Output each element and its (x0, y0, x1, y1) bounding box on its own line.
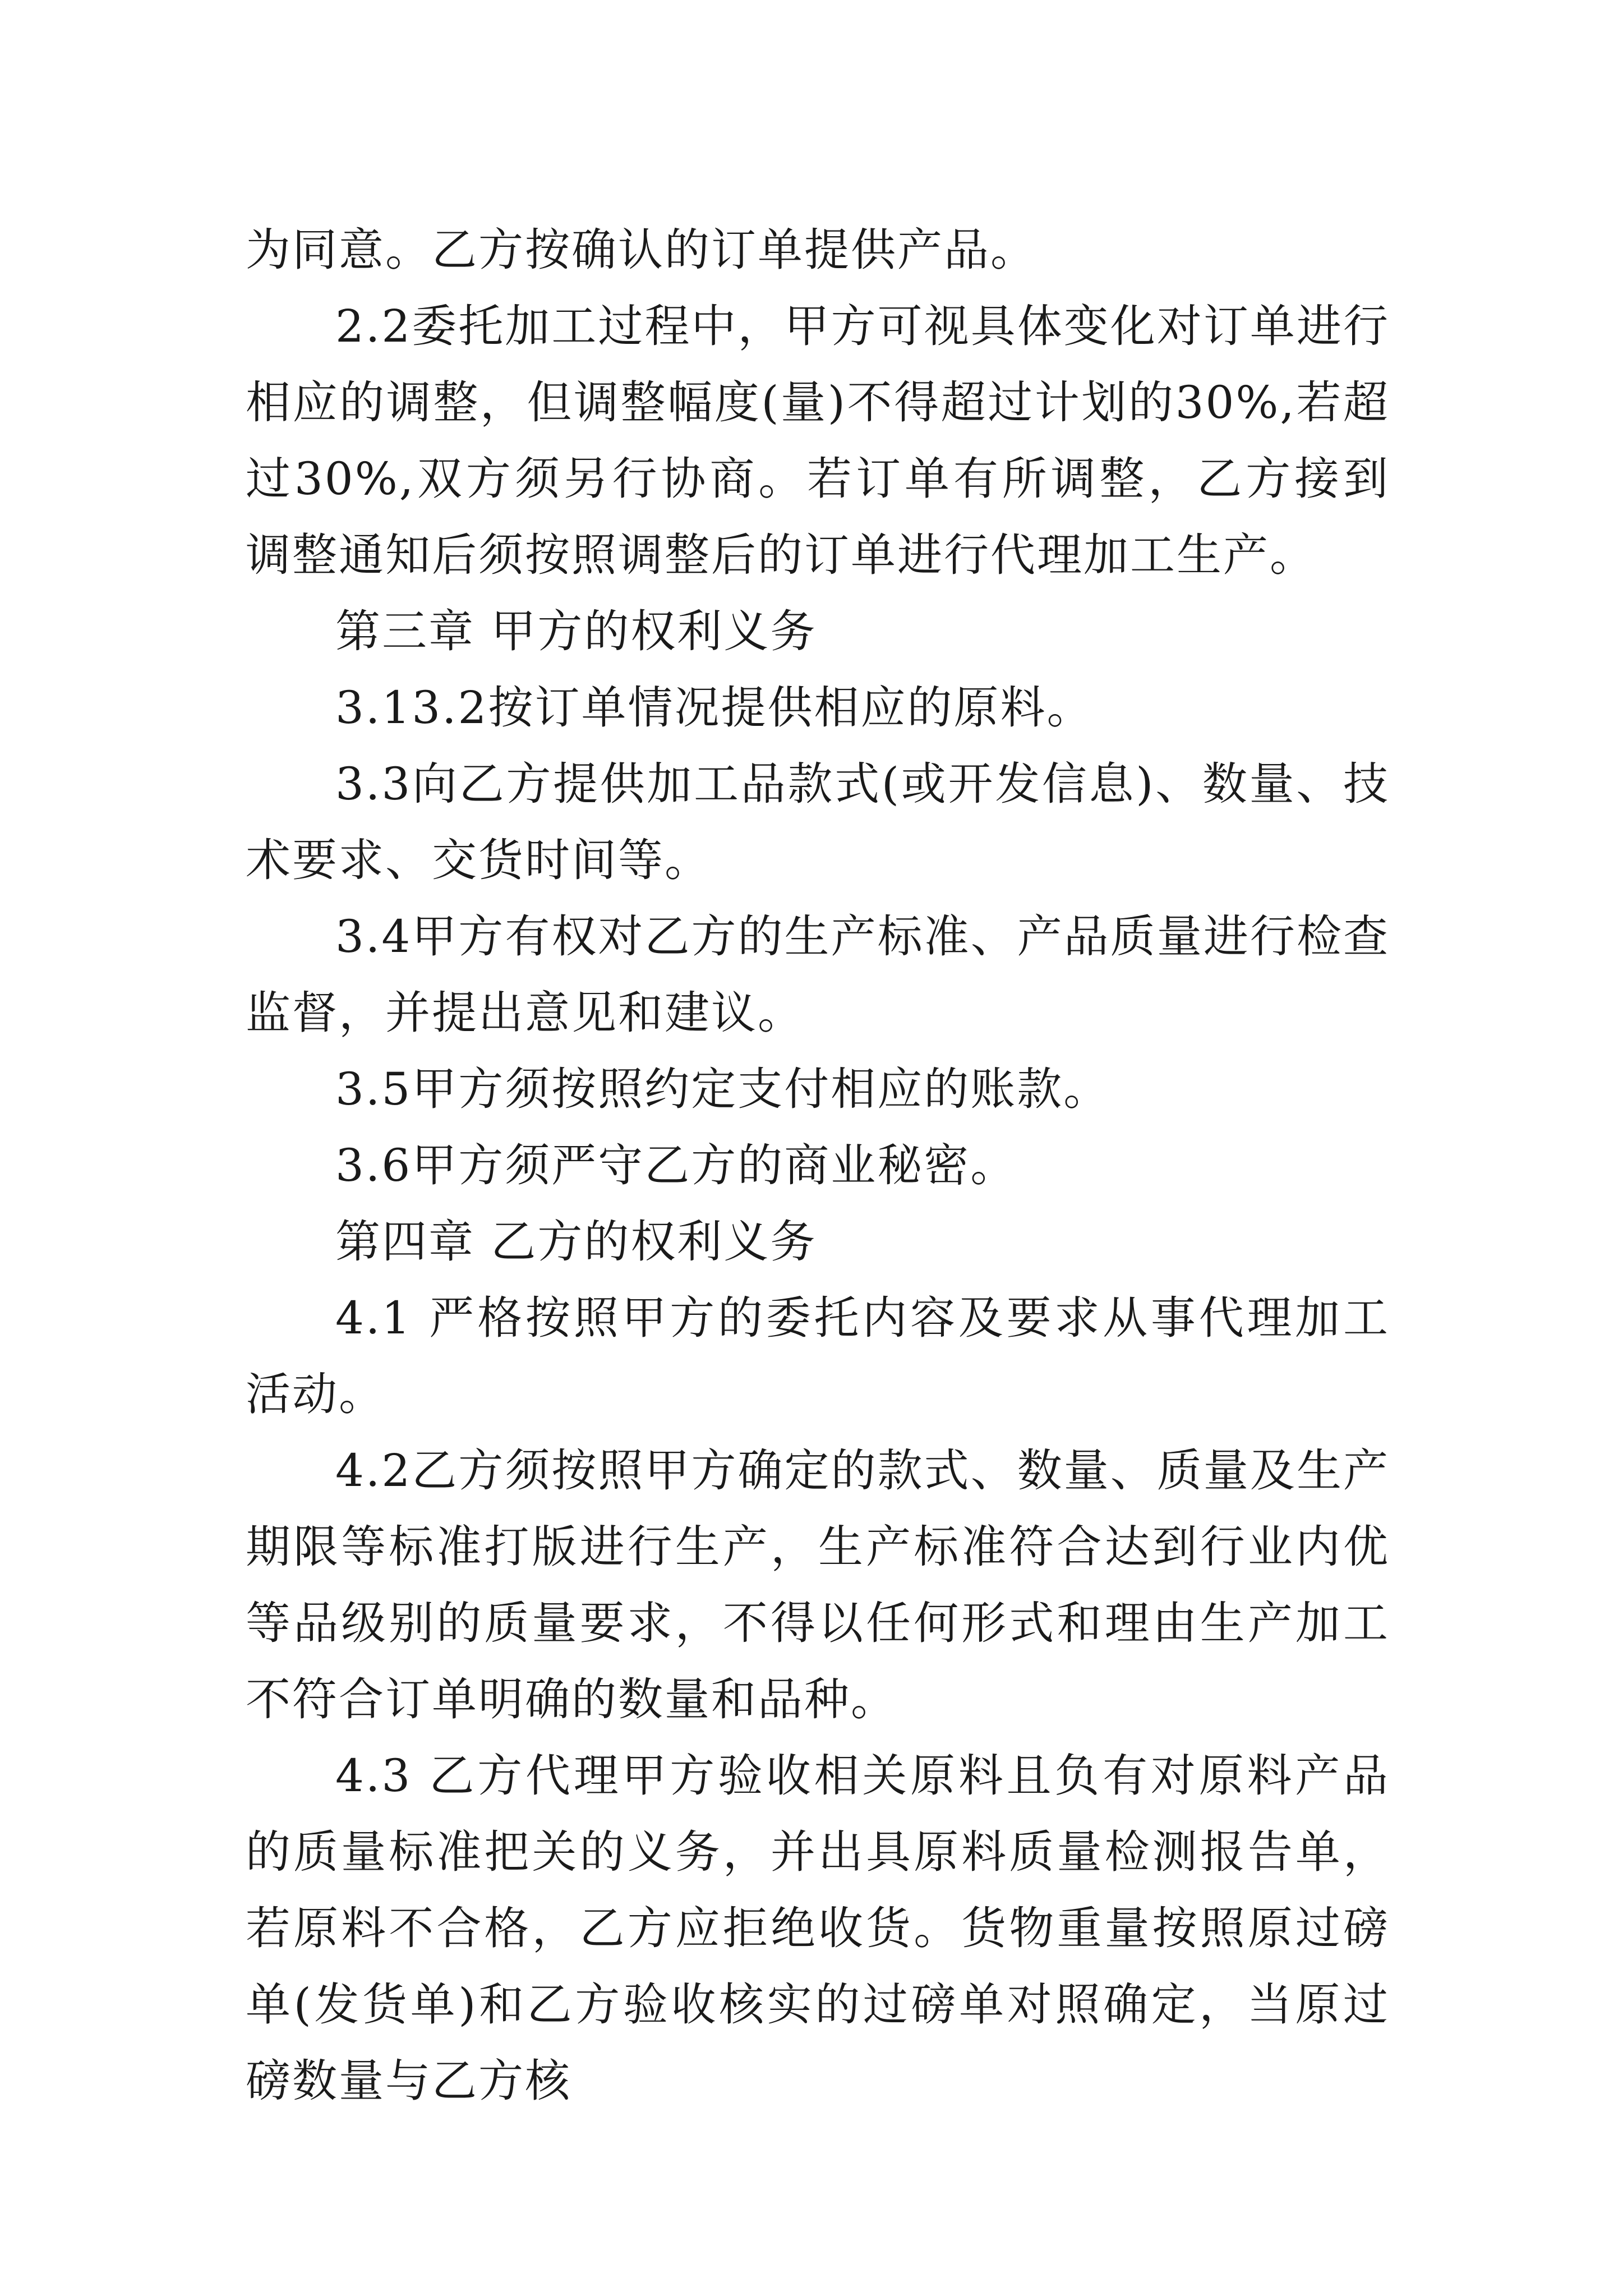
paragraph: 2.2委托加工过程中，甲方可视具体变化对订单进行相应的调整，但调整幅度(量)不得超过计划的30%,若超过30%,双方须另行协商。若订单有所调整，乙方接到调整通知后须按照调整后的订单进行代理加工生产。 (246, 300, 1390, 581)
paragraph: 3.13.2按订单情况提供相应的原料。 (335, 682, 1094, 734)
paragraph: 3.5甲方须按照约定支付相应的账款。 (335, 1063, 1110, 1115)
document-body (246, 212, 1390, 2119)
paragraph: 4.1 严格按照甲方的委托内容及要求从事代理加工活动。 (246, 1292, 1390, 1420)
chapter-heading: 第四章 乙方的权利义务 (335, 1216, 817, 1268)
chapter-heading: 第三章 甲方的权利义务 (335, 605, 817, 657)
paragraph: 3.6甲方须严守乙方的商业秘密。 (335, 1139, 1017, 1191)
paragraph: 为同意。乙方按确认的订单提供产品。 (246, 224, 1037, 276)
paragraph: 4.3 乙方代理甲方验收相关原料且负有对原料产品的质量标准把关的义务，并出具原料质量检测报告单，若原料不合格，乙方应拒绝收货。货物重量按照原过磅单(发货单)和乙方验收核实的过磅单对照确定，当原过磅数量与乙方核 (246, 1750, 1390, 2107)
paragraph: 3.3向乙方提供加工品款式(或开发信息)、数量、技术要求、交货时间等。 (246, 758, 1390, 886)
paragraph: 3.4甲方有权对乙方的生产标准、产品质量进行检查监督，并提出意见和建议。 (246, 910, 1390, 1039)
paragraph: 4.2乙方须按照甲方确定的款式、数量、质量及生产期限等标准打版进行生产，生产标准符合达到行业内优等品级别的质量要求，不得以任何形式和理由生产加工不符合订单明确的数量和品种。 (246, 1444, 1390, 1726)
